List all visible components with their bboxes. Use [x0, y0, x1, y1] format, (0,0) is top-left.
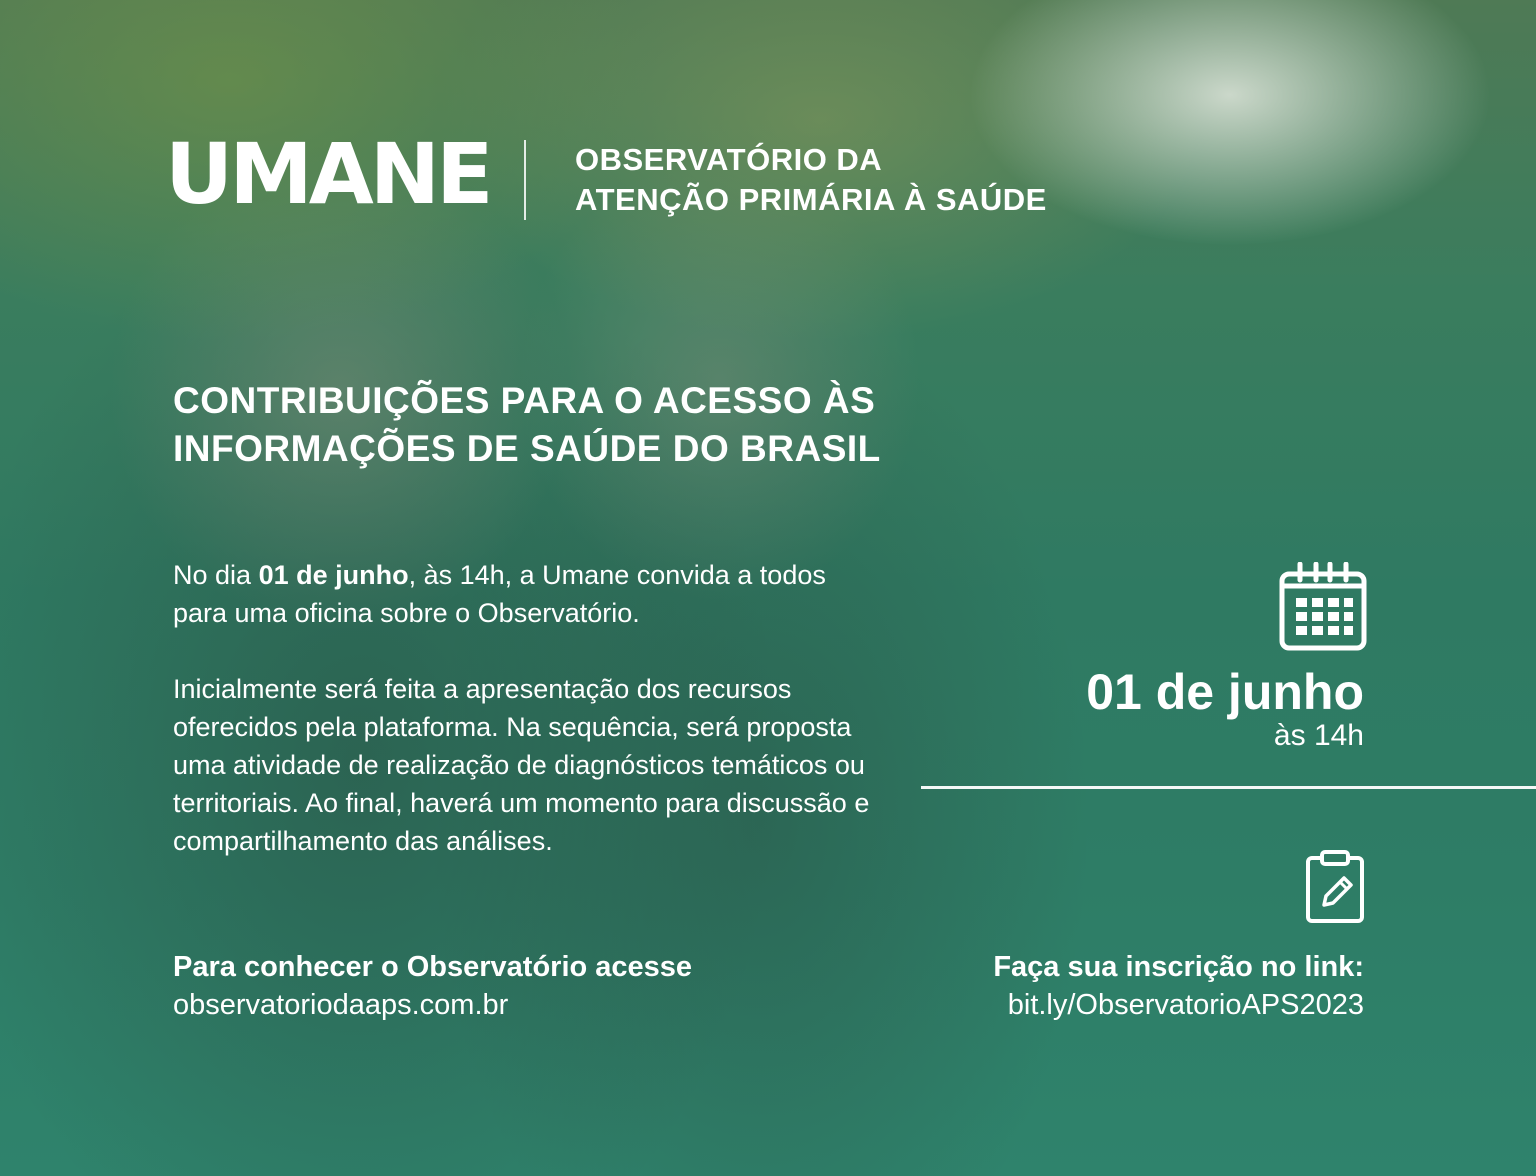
- clipboard-edit-icon: [1304, 850, 1366, 925]
- intro-text-after: , às 14h, a Umane convida a todos para uma oficina sobre o Observatório.: [173, 560, 826, 628]
- event-time: às 14h: [1273, 719, 1364, 752]
- observatory-title-line1: OBSERVATÓRIO DA: [575, 142, 883, 177]
- observatory-cta: [173, 948, 692, 1024]
- header-divider: [524, 140, 526, 220]
- calendar-icon: [1278, 562, 1368, 652]
- observatory-title: [575, 140, 1047, 220]
- event-date: 01 de junho: [1086, 664, 1364, 720]
- registration-cta: [993, 948, 1364, 1024]
- observatory-title-line2: ATENÇÃO PRIMÁRIA À SAÚDE: [575, 182, 1047, 217]
- headline-line2: INFORMAÇÕES DE SAÚDE DO BRASIL: [173, 428, 881, 469]
- intro-text-before: No dia: [173, 560, 259, 590]
- registration-link[interactable]: bit.ly/ObservatorioAPS2023: [1007, 989, 1364, 1021]
- headline-line1: CONTRIBUIÇÕES PARA O ACESSO ÀS: [173, 380, 876, 421]
- event-headline: [173, 377, 881, 473]
- observatory-cta-label: Para conhecer o Observatório acesse: [173, 951, 693, 983]
- intro-date-highlight: 01 de junho: [258, 560, 409, 590]
- umane-logo: UMANE: [165, 125, 490, 223]
- registration-label: Faça sua inscrição no link:: [993, 951, 1364, 983]
- intro-paragraph: [173, 556, 873, 632]
- observatory-link[interactable]: observatoriodaaps.com.br: [173, 989, 509, 1021]
- section-divider: [921, 786, 1536, 789]
- description-paragraph: Inicialmente será feita a apresentação dos recursos oferecidos pela plataforma. Na sequência, será proposta uma atividade de realização de diagnósticos temáticos ou territoriais. Ao final, haverá um momento para discussão e compartilhamento das análises.: [173, 674, 870, 856]
